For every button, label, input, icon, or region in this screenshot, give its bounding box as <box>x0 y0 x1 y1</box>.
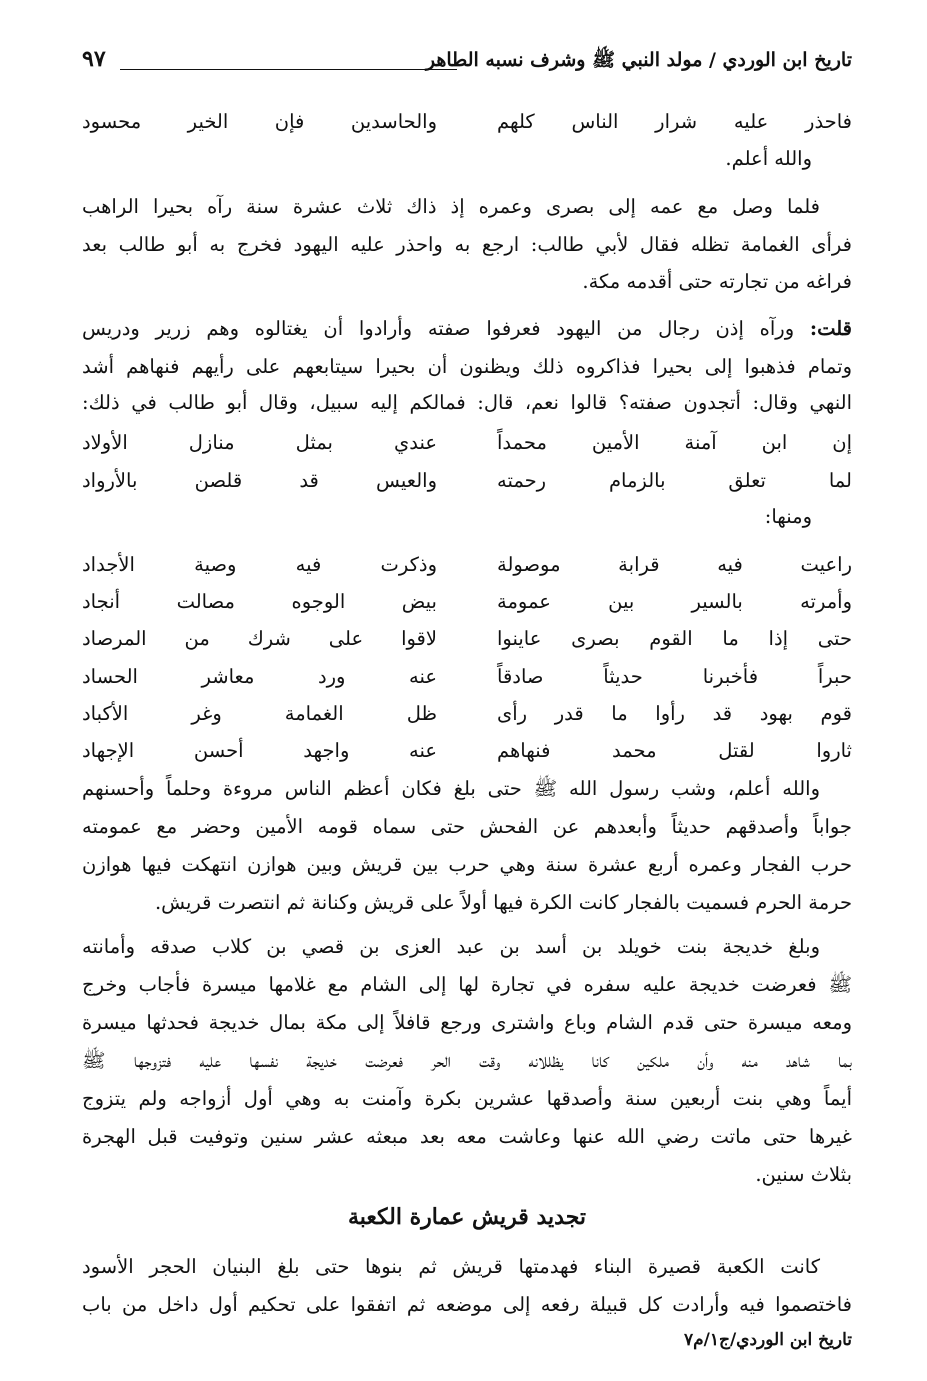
para5-line: كانت الكعبة قصيرة البناء فهدمتها قريش ثم بنوها حتى بلغ البنيان الحجر الأسود <box>82 1255 820 1278</box>
para4-line: بما شاهد منه وأن ملكين كانا يظللانه وقت الحر فعرضت خديجة نفسها عليه فتزوجها ﷺ <box>82 1049 852 1072</box>
para4-line: أيماً وهي بنت أربعين سنة وأصدقها عشرين بكرة وآمنت به وهي أول أزواجه ولم يتزوج <box>82 1087 852 1110</box>
hemistich-left: لاقوا على شرك من المرصاد <box>82 627 437 650</box>
page-header <box>82 44 852 82</box>
hemistich-right: حتى إذا ما القوم بصرى عاينوا <box>497 627 852 650</box>
hemistich-right: قوم بهود قد رأوا ما قدر رأى <box>497 702 852 725</box>
poem2-verse <box>82 550 852 580</box>
hemistich-right: ثاروا لقتل محمد فنهاهم <box>497 739 852 762</box>
para4-line: غيرها حتى ماتت رضي الله عنها وعاشت معه بعد مبعثه عشر سنين وتوفيت قبل الهجرة <box>82 1125 852 1148</box>
para4-line: بثلاث سنين. <box>755 1163 852 1186</box>
qult-label: قلت: <box>809 317 852 340</box>
hemistich-right: فاحذر عليه شرار الناس كلهم <box>497 110 852 133</box>
para3-line: حرمة الحرم فسميت بالفجار كانت الكرة فيها أولاً على قريش وكنانة ثم انتصرت قريش. <box>154 891 852 914</box>
poem1-verse <box>82 428 852 458</box>
poem2-verse <box>82 736 852 766</box>
hemistich-left: بيض الوجوه مصالت أنجاد <box>82 590 437 613</box>
hemistich-right: راعيت فيه قرابة موصولة <box>497 553 852 576</box>
hemistich-left: والحاسدين فإن الخير محسود <box>82 110 437 133</box>
poem2-verse <box>82 587 852 617</box>
para3-line: حرب الفجار وعمره أربع عشرة سنة وهي حرب بين قريش وبين هوازن انتهكت فيها هوازن <box>82 853 852 876</box>
poem1-verse <box>82 466 852 496</box>
para5-line: فاختصموا فيه وأرادت كل قبيلة رفعه إلى موضعه ثم اتفقوا على تحكيم أول داخل من باب <box>82 1293 852 1316</box>
header-rule <box>120 69 457 70</box>
poem2-verse <box>82 699 852 729</box>
poem2-intro: ومنها: <box>764 505 812 528</box>
para1-line: فرأى الغمامة تظله فقال لأبي طالب: ارجع به واحذر عليه اليهود فخرج به أبو طالب بعد <box>82 233 852 256</box>
poem2-verse <box>82 662 852 692</box>
section-title: تجديد قريش عمارة الكعبة <box>347 1204 587 1230</box>
verse-closing: والله أعلم. <box>725 147 812 170</box>
hemistich-left: والعيس قد قلصن بالأرواد <box>82 469 437 492</box>
book-page <box>82 44 852 1364</box>
para3-line: والله أعلم، وشب رسول الله ﷺ حتى بلغ فكان أعظم الناس مروءة وحلماً وأحسنهم <box>82 777 820 800</box>
para4-line: ومعه ميسرة حتى قدم الشام وباع واشترى ورجع قافلاً إلى مكة بمال خديجة فحدثها ميسرة <box>82 1011 852 1034</box>
para4-line: وبلغ خديجة بنت خويلد بن أسد بن عبد العزى بن قصي بن كلاب صدقه وأمانته <box>82 935 820 958</box>
hemistich-right: حبراً فأخبرنا حديثاً صادقاً <box>497 665 852 688</box>
verse-line <box>82 107 852 137</box>
para1-line: فراغه من تجارته حتى أقدمه مكة. <box>582 270 852 293</box>
hemistich-right: إن ابن آمنة الأمين محمداً <box>497 431 852 454</box>
running-title: تاريخ ابن الوردي / مولد النبي ﷺ وشرف نسبه الطاهر <box>425 49 852 71</box>
hemistich-left: عنه ورد معاشر الحساد <box>82 665 437 688</box>
hemistich-left: عندي بمثل منازل الأولاد <box>82 431 437 454</box>
para3-line: جواباً وأصدقهم حديثاً وأبعدهم عن الفحش حتى سماه قومه الأمين وحضر مع عمومته <box>82 815 852 838</box>
para2-line: النهي وقال: أتجدون صفته؟ قالوا نعم، قال: فمالكم إليه سبيل، وقال أبو طالب في ذلك: <box>82 391 852 414</box>
hemistich-left: عنه واجهد أحسن الإجهاد <box>82 739 437 762</box>
hemistich-right: لما تعلق بالزمام رحمته <box>497 469 852 492</box>
page-number: ٩٧ <box>82 46 106 72</box>
para4-line: ﷺ فعرضت خديجة عليه سفره في تجارة لها إلى الشام مع غلامها ميسرة فأجاب وخرج <box>82 973 852 996</box>
hemistich-right: وأمرته بالسير بين عمومة <box>497 590 852 613</box>
footer-signature: تاريخ ابن الوردي/ج١/م٧ <box>683 1330 852 1350</box>
para1-line: فلما وصل مع عمه إلى بصرى وعمره إذ ذاك ثلاث عشرة سنة رآه بحيرا الراهب <box>82 195 820 218</box>
hemistich-left: وذكرت فيه وصية الأجداد <box>82 553 437 576</box>
para2-first-text: ورآه إذن رجال من اليهود فعرفوا صفته وأرادوا أن يغتالوه وهم زرير ودريس <box>82 317 795 340</box>
hemistich-left: ظل الغمامة وغر الأكباد <box>82 702 437 725</box>
para2-line: وتمام فذهبوا إلى بحيرا فذاكروه ذلك ويظنون أن بحيرا سيتابعهم على رأيهم فنهاهم أشد <box>82 355 852 378</box>
poem2-verse <box>82 624 852 654</box>
para2-first-line <box>82 314 852 344</box>
